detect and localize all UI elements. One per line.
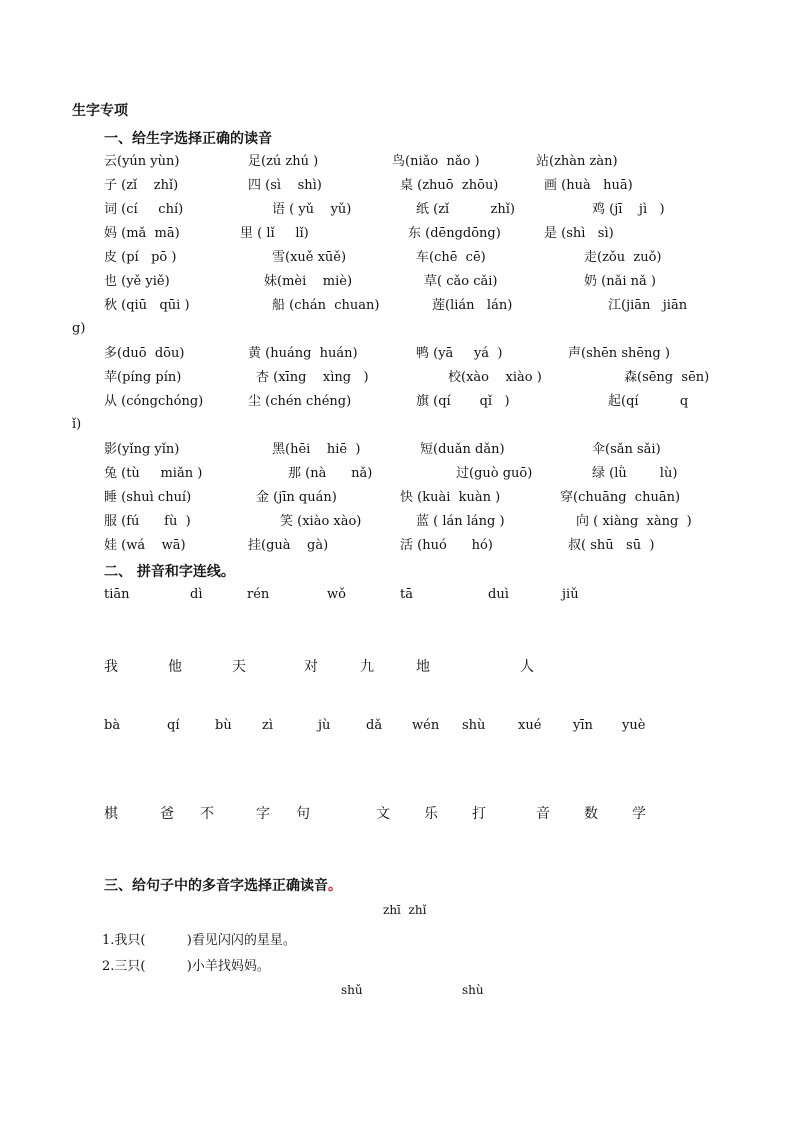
reading-item: 声(shēn shēng ) (568, 346, 670, 361)
reading-row (0, 297, 794, 321)
page-title: 生字专项 (72, 103, 128, 119)
hanzi-item: 数 (584, 806, 598, 822)
reading-item: 活 (huó hó) (400, 538, 493, 553)
reading-item: 车(chē cē) (416, 250, 486, 265)
section3-heading (104, 875, 342, 895)
pinyin-item: bù (215, 718, 232, 733)
reading-item: 子 (zǐ zhǐ) (104, 178, 179, 193)
hanzi-item: 棋 (104, 806, 118, 822)
pinyin-item: wǒ (327, 587, 346, 602)
pinyin-item: duì (488, 587, 509, 602)
reading-row (0, 273, 794, 297)
pinyin-option-b1: shǔ (341, 983, 363, 997)
reading-item: 黑(hēi hiē ) (272, 442, 361, 457)
reading-row (0, 393, 794, 417)
reading-item: 尘 (chén chéng) (248, 394, 352, 409)
reading-item: 睡 (shuì chuí) (104, 490, 192, 505)
hanzi-item: 句 (296, 806, 310, 822)
reading-item: 里 ( lǐ lǐ) (240, 226, 309, 241)
reading-item: 莲(lián lán) (432, 298, 513, 313)
reading-row (0, 249, 794, 273)
sentence-2: 2.三只( )小羊找妈妈。 (102, 959, 270, 974)
hanzi-item: 对 (304, 659, 318, 675)
section1-heading: 一、给生字选择正确的读音 (104, 131, 272, 147)
pinyin-item: tiān (104, 587, 130, 602)
reading-item: 鸭 (yā yá ) (416, 346, 503, 361)
section2-heading: 二、 拼音和字连线。 (104, 564, 235, 580)
pinyin-item: xué (518, 718, 542, 733)
reading-item: 走(zǒu zuǒ) (584, 250, 662, 265)
hanzi-item: 学 (632, 806, 646, 822)
reading-item: 站(zhàn zàn) (536, 154, 618, 169)
pinyin-option-a: zhī zhǐ (383, 903, 427, 917)
pinyin-item: wén (412, 718, 440, 733)
reading-item: 过(guò guō) (456, 466, 533, 481)
reading-item: 妈 (mǎ mā) (104, 226, 180, 241)
reading-item: 挂(guà gà) (248, 538, 329, 553)
reading-item: 短(duǎn dǎn) (420, 442, 505, 457)
reading-item: 黄 (huáng huán) (248, 346, 358, 361)
reading-item: 多(duō dōu) (104, 346, 185, 361)
reading-item: 旗 (qí qǐ ) (416, 394, 510, 409)
reading-item: 杏 (xīng xìng ) (256, 370, 369, 385)
reading-item: 足(zú zhú ) (248, 154, 319, 169)
reading-item: 纸 (zǐ zhǐ) (416, 202, 515, 217)
reading-row (0, 177, 794, 201)
pinyin-item: yīn (573, 718, 593, 733)
reading-item: 鸡 (jī jì ) (592, 202, 665, 217)
hanzi-item: 打 (472, 806, 486, 822)
hanzi-item: 人 (520, 659, 534, 675)
reading-item: 从 (cóngchóng) (104, 394, 204, 409)
reading-item: 伞(sǎn sǎi) (592, 442, 661, 457)
pinyin-item: yuè (622, 718, 646, 733)
hanzi-item: 我 (104, 659, 118, 675)
section3-heading-mark: 。 (328, 878, 342, 894)
pinyin-item: rén (247, 587, 270, 602)
pinyin-item: tā (400, 587, 413, 602)
reading-row (0, 489, 794, 513)
reading-item: 笑 (xiào xào) (280, 514, 362, 529)
reading-item: 森(sēng sēn) (624, 370, 710, 385)
reading-item: 奶 (nǎi nǎ ) (584, 274, 656, 289)
reading-item: 那 (nà nǎ) (288, 466, 373, 481)
wrap-text-1: g) (72, 321, 86, 336)
hanzi-item: 爸 (160, 806, 174, 822)
reading-row (0, 513, 794, 537)
reading-item: 快 (kuài kuàn ) (400, 490, 501, 505)
reading-item: 皮 (pí pō ) (104, 250, 177, 265)
reading-item: 兔 (tù miǎn ) (104, 466, 203, 481)
reading-item: 穿(chuāng chuān) (560, 490, 681, 505)
reading-row (0, 441, 794, 465)
reading-item: 也 (yě yiě) (104, 274, 170, 289)
hanzi-item: 乐 (424, 806, 438, 822)
reading-item: 江(jiān jiān (608, 298, 688, 313)
reading-item: 语 ( yǔ yǔ) (272, 202, 352, 217)
reading-item: 雪(xuě xūě) (272, 250, 347, 265)
reading-row (0, 153, 794, 177)
reading-item: 云(yún yùn) (104, 154, 180, 169)
pinyin-item: bà (104, 718, 121, 733)
reading-item: 校(xào xiào ) (448, 370, 542, 385)
hanzi-item: 地 (416, 659, 430, 675)
reading-item: 妹(mèi miè) (264, 274, 353, 289)
reading-item: 叔( shū sū ) (568, 538, 655, 553)
pinyin-item: qí (167, 718, 180, 733)
pinyin-item: dǎ (366, 718, 383, 733)
reading-item: 四 (sì shì) (248, 178, 322, 193)
reading-item: 娃 (wá wā) (104, 538, 186, 553)
reading-item: 画 (huà huā) (544, 178, 633, 193)
pinyin-item: jiǔ (562, 587, 579, 602)
reading-item: 词 (cí chí) (104, 202, 184, 217)
reading-item: 鸟(niǎo nǎo ) (392, 154, 480, 169)
reading-row (0, 537, 794, 561)
reading-item: 起(qí q (608, 394, 689, 409)
hanzi-item: 九 (360, 659, 374, 675)
hanzi-item: 天 (232, 659, 246, 675)
hanzi-item: 字 (256, 806, 270, 822)
reading-item: 向 ( xiàng xàng ) (576, 514, 692, 529)
pinyin-item: dì (190, 587, 203, 602)
pinyin-item: zì (262, 718, 274, 733)
reading-item: 金 (jīn quán) (256, 490, 337, 505)
reading-item: 桌 (zhuō zhōu) (400, 178, 499, 193)
hanzi-item: 文 (376, 806, 390, 822)
reading-item: 蓝 ( lán láng ) (416, 514, 505, 529)
reading-item: 苹(píng pín) (104, 370, 182, 385)
reading-item: 秋 (qiū qūi ) (104, 298, 190, 313)
pinyin-option-b2: shù (462, 983, 484, 997)
reading-row (0, 201, 794, 225)
reading-item: 绿 (lǜ lù) (592, 466, 678, 481)
reading-item: 东 (dēngdōng) (408, 226, 501, 241)
reading-item: 影(yǐng yǐn) (104, 442, 180, 457)
reading-row (0, 225, 794, 249)
sentence-1: 1.我只( )看见闪闪的星星。 (102, 933, 296, 948)
reading-row (0, 369, 794, 393)
pinyin-item: jù (318, 718, 331, 733)
wrap-text-2: ǐ) (72, 417, 82, 432)
reading-row (0, 465, 794, 489)
reading-item: 是 (shì sì) (544, 226, 614, 241)
reading-row (0, 345, 794, 369)
section3-heading-text: 三、给句子中的多音字选择正确读音 (104, 878, 328, 894)
hanzi-item: 不 (200, 806, 214, 822)
hanzi-item: 音 (536, 806, 550, 822)
reading-item: 船 (chán chuan) (272, 298, 380, 313)
reading-item: 草( cǎo cǎi) (424, 274, 498, 289)
hanzi-item: 他 (168, 659, 182, 675)
pinyin-item: shù (462, 718, 486, 733)
reading-item: 服 (fú fù ) (104, 514, 191, 529)
